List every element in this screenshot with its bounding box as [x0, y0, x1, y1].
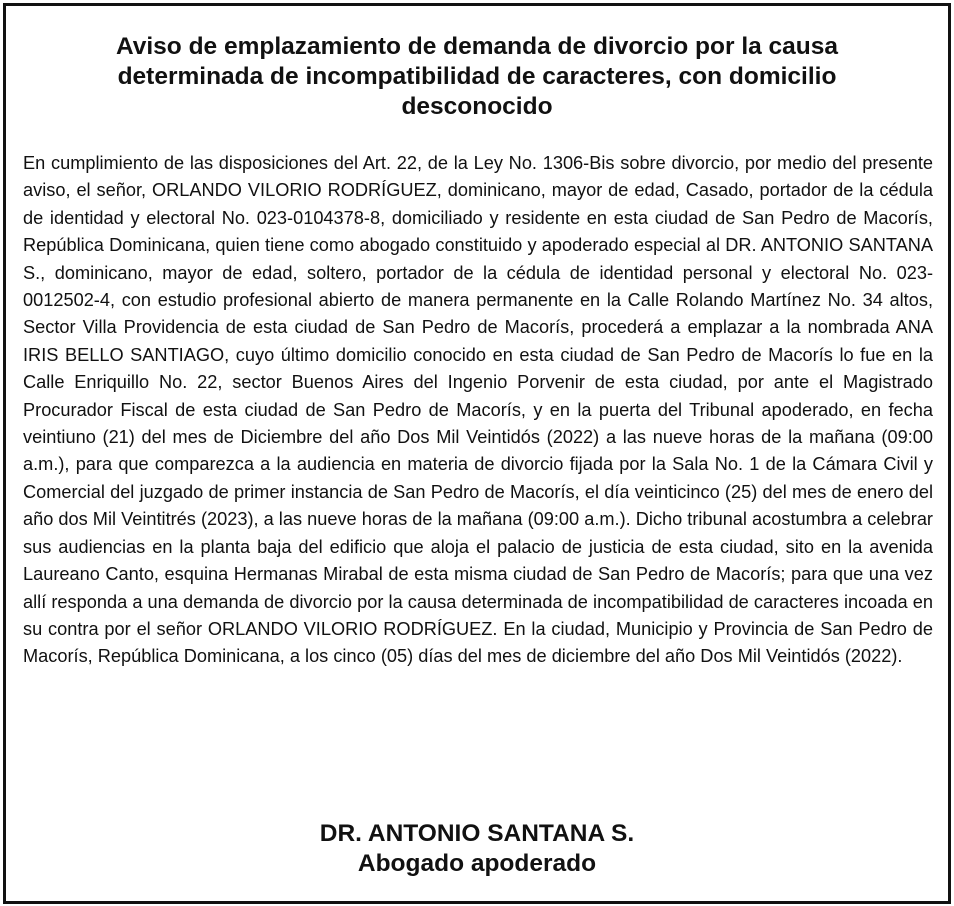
signature-name: DR. ANTONIO SANTANA S.: [319, 820, 635, 847]
signature-block: [6, 819, 948, 879]
signature-role: Abogado apoderado: [357, 850, 597, 877]
legal-notice: [3, 3, 951, 904]
notice-title: Aviso de emplazamiento de demanda de divorcio por la causa determinada de incompatibilidad de caracteres, con domicilio desconocido: [115, 33, 839, 120]
notice-body: En cumplimiento de las disposiciones del Art. 22, de la Ley No. 1306-Bis sobre divorcio, por medio del presente aviso, el señor, ORLANDO VILORIO RODRÍGUEZ, dominicano, mayor de edad, Casado, portador de la cédula de identidad y electoral No. 023-0104378-8, domiciliado y residente en esta ciudad de San Pedro de Macorís, República Dominicana, quien tiene como abogado constituido y apoderado especial al DR. ANTONIO SANTANA S., dominicano, mayor de edad, soltero, portador de la cédula de identidad personal y electoral No. 023-0012502-4, con estudio profesional abierto de manera permanente en la Calle Rolando Martínez No. 34 altos, Sector Villa Providencia de esta ciudad de San Pedro de Macorís, procederá a emplazar a la nombrada ANA IRIS BELLO SANTIAGO, cuyo último domicilio conocido en esta ciudad de San Pedro de Macorís lo fue en la Calle Enriquillo No. 22, sector Buenos Aires del Ingenio Porvenir de esta ciudad, por ante el Magistrado Procurador Fiscal de esta ciudad de San Pedro de Macorís, y en la puerta del Tribunal apoderado, en fecha veintiuno (21) del mes de Diciembre del año Dos Mil Veintidós (2022) a las nueve horas de la mañana (09:00 a.m.), para que comparezca a la audiencia en materia de divorcio fijada por la Sala No. 1 de la Cámara Civil y Comercial del juzgado de primer instancia de San Pedro de Macorís, el día veinticinco (25) del mes de enero del año dos Mil Veintitrés (2023), a las nueve horas de la mañana (09:00 a.m.). Dicho tribunal acostumbra a celebrar sus audiencias en la planta baja del edificio que aloja el palacio de justicia de esta ciudad, sito en la avenida Laureano Canto, esquina Hermanas Mirabal de esta misma ciudad de San Pedro de Macorís; para que una vez allí responda a una demanda de divorcio por la causa determinada de incompatibilidad de caracteres incoada en su contra por el señor ORLANDO VILORIO RODRÍGUEZ. En la ciudad, Municipio y Provincia de San Pedro de Macorís, República Dominicana, a los cinco (05) días del mes de diciembre del año Dos Mil Veintidós (2022).: [23, 153, 933, 667]
